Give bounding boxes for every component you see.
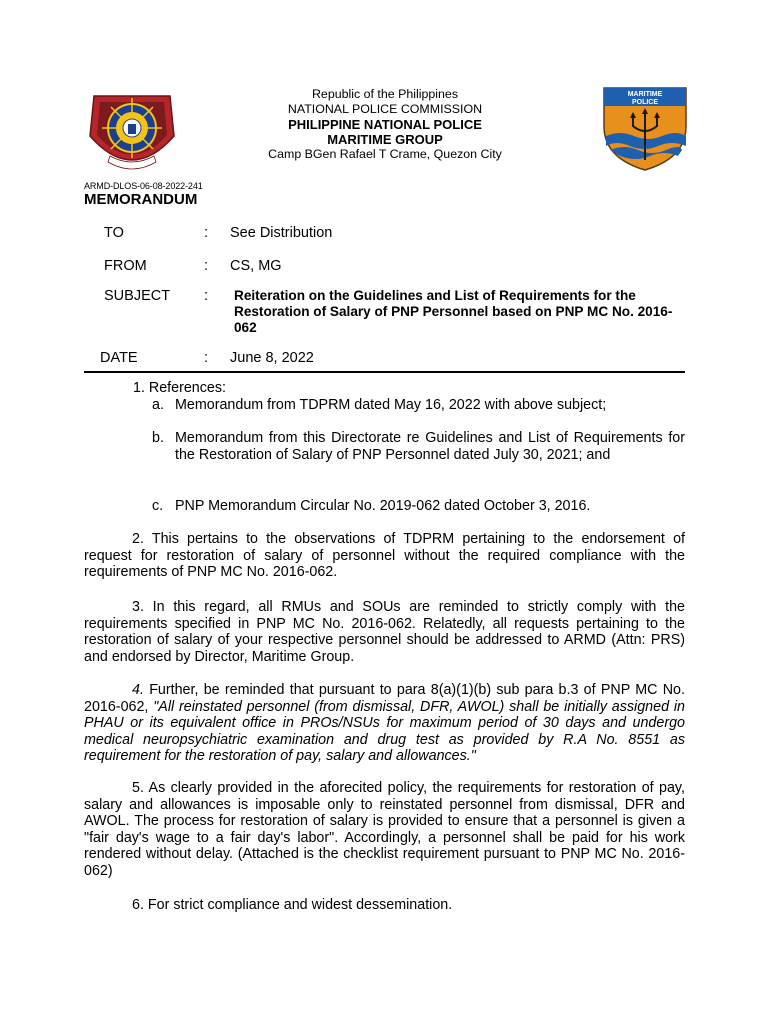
svg-text:POLICE: POLICE [631, 99, 659, 106]
from-label: FROM [104, 258, 147, 274]
paragraph-6 [84, 897, 685, 914]
date-colon: : [204, 350, 209, 366]
header-divider [84, 371, 685, 373]
reference-c-text: PNP Memorandum Circular No. 2019-062 dated October 3, 2016. [175, 498, 591, 514]
reference-a-marker: a. [152, 397, 164, 413]
maritime-police-shield-logo [600, 86, 690, 172]
reference-b-marker: b. [152, 430, 164, 446]
paragraph-2-text: 2. This pertains to the observations of TDPRM pertaining to the endorsement of request for restoration of salary of personnel without the required compliance with the requirements of PNP MC No. 2016-062. [84, 531, 685, 580]
reference-a-text: Memorandum from TDPRM dated May 16, 2022 with above subject; [175, 397, 607, 413]
letterhead-address: Camp BGen Rafael T Crame, Quezon City [268, 147, 502, 161]
letterhead-pnp: PHILIPPINE NATIONAL POLICE [288, 117, 482, 132]
paragraph-5-text: 5. As clearly provided in the aforecited policy, the requirements for restoration of pay, salary and allowances is imposable only to reinstated personnel from dismissal, DFR and AWOL. The process for restoration of salary is provided to ensure that a personnel is given a "fair day's wage to a fair day's labor". Accordingly, a personnel shall be paid for his work rendered without delay. (Attached is the checklist requirement pursuant to PNP MC No. 2016-062) [84, 780, 685, 879]
reference-c-marker: c. [152, 498, 164, 514]
reference-a [152, 397, 685, 414]
to-label: TO [104, 225, 124, 241]
letterhead [200, 87, 570, 162]
date-label: DATE [100, 350, 138, 366]
paragraph-4 [84, 682, 685, 765]
paragraph-3 [84, 599, 685, 665]
paragraph-4-quote: "All reinstated personnel (from dismissal, DFR, AWOL) shall be initially assigned in PHAU or its equivalent office in PROs/NSUs for maximum period of 30 days and undergo medical neuropsychiatric examination and drug test as provided by R.A No. 8551 as requirement for the restoration of pay, salary and allowances." [84, 698, 685, 764]
from-value: CS, MG [230, 258, 282, 274]
date-value: June 8, 2022 [230, 350, 314, 366]
to-value: See Distribution [230, 225, 333, 241]
control-number: ARMD-DLOS-06-08-2022-241 [84, 181, 203, 191]
subject-value: Reiteration on the Guidelines and List of Requirements for the Restoration of Salary of PNP Personnel based on PNP MC No. 2016-062 [234, 288, 673, 335]
reference-c [152, 498, 685, 515]
subject-colon: : [204, 288, 209, 304]
letterhead-napolcom: NATIONAL POLICE COMMISSION [287, 102, 483, 116]
letterhead-republic: Republic of the Philippines [311, 87, 459, 101]
from-colon: : [204, 258, 209, 274]
pnp-seal-logo [84, 88, 180, 178]
subject-label: SUBJECT [104, 288, 171, 304]
to-colon: : [204, 225, 209, 241]
references-heading: 1. References: [133, 380, 226, 396]
reference-b [152, 430, 685, 463]
paragraph-3-text: 3. In this regard, all RMUs and SOUs are reminded to strictly comply with the requirements specified in PNP MC No. 2016-062. Relatedly, all requests pertaining to the restoration of salary of your respective personnel should be addressed to ARMD (Attn: PRS) and endorsed by Director, Maritime Group. [84, 599, 685, 665]
paragraph-4-number: 4. [132, 682, 144, 698]
paragraph-5 [84, 780, 685, 879]
letterhead-maritime-group: MARITIME GROUP [327, 132, 443, 147]
memo-title: MEMORANDUM [84, 191, 198, 208]
paragraph-4-lead: Further, be reminded that pursuant to para 8(a)(1)(b) sub para b.3 of PNP MC No. 2016-062, [84, 682, 685, 715]
paragraph-2 [84, 531, 685, 581]
paragraph-6-text: 6. For strict compliance and widest dessemination. [132, 897, 453, 913]
reference-b-text: Memorandum from this Directorate re Guidelines and List of Requirements for the Restoration of Salary of PNP Personnel dated July 30, 2021; and [175, 430, 685, 463]
svg-text:MARITIME: MARITIME [627, 91, 663, 98]
